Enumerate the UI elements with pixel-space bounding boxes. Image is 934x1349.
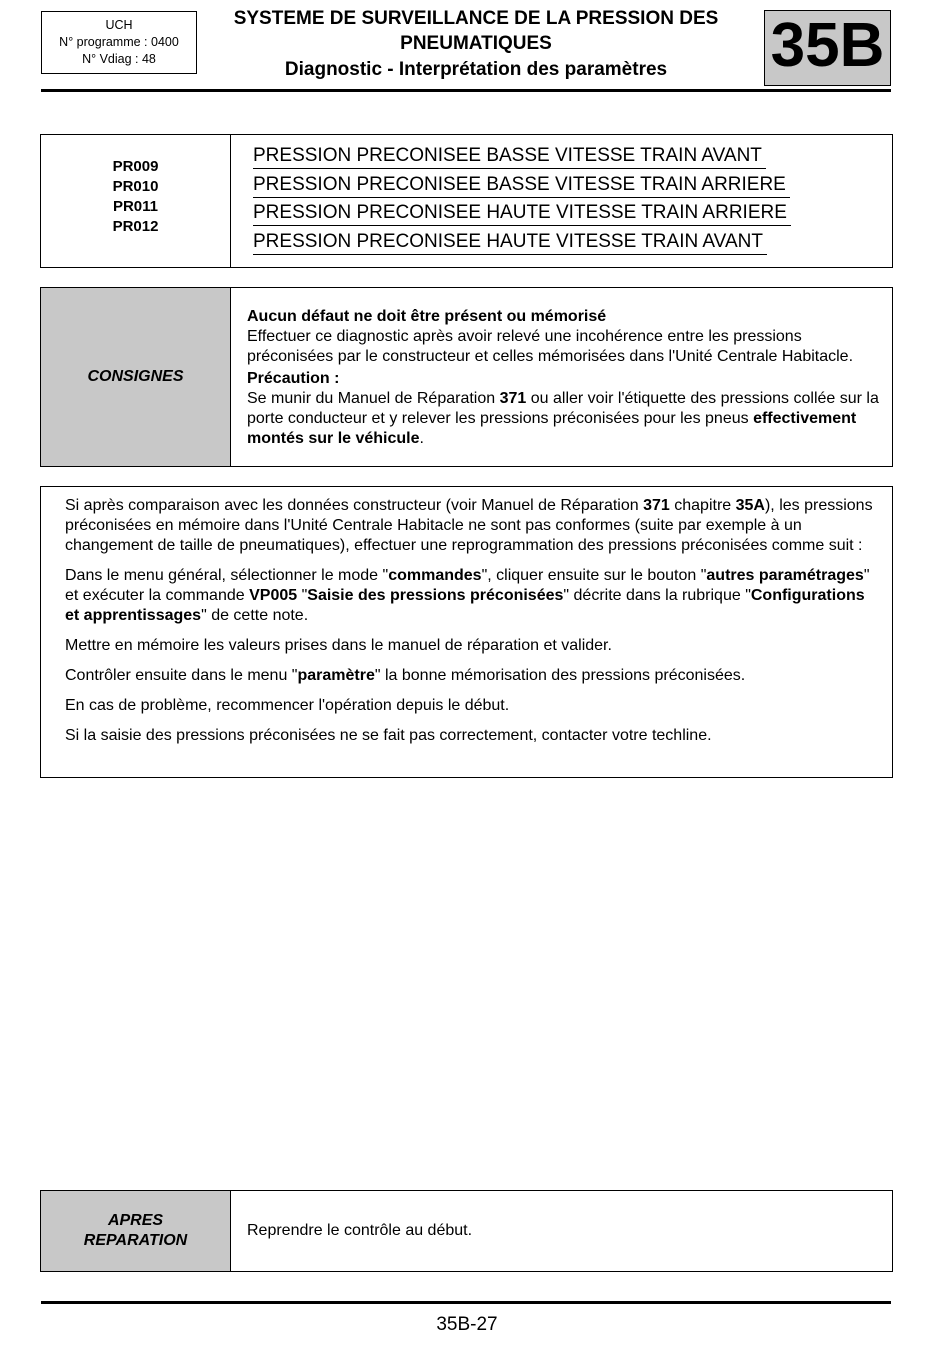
apres-reparation-table [40,1190,893,1272]
section-badge: 35B [764,10,891,86]
vehicle-info-box [41,11,197,74]
page-number: 35B-27 [436,1314,498,1335]
consignes-table [40,287,893,467]
page-title [200,6,752,84]
parameter-label: PRESSION PRECONISEE BASSE VITESSE TRAIN ARRIERE [253,173,790,198]
consignes-content [247,307,887,449]
parameter-code: PR009 [112,158,159,175]
title-line-1: SYSTEME DE SURVEILLANCE DE LA PRESSION DES [233,8,719,29]
consignes-label-cell [41,288,231,466]
parameter-labels [253,143,791,257]
instruction-paragraph: Contrôler ensuite dans le menu "paramètre" la bonne mémorisation des pressions préconisées. [65,667,746,684]
parameter-label: PRESSION PRECONISEE HAUTE VITESSE TRAIN ARRIERE [253,201,791,226]
programme-number: N° programme : 0400 [59,35,179,49]
parameter-code: PR010 [112,178,159,195]
parameters-table [40,134,893,268]
precaution-text: Se munir du Manuel de Réparation 371 ou aller voir l'étiquette des pressions collée sur la porte conducteur et y relever les pressions préconisées pour les pneus effectivement montés sur le véhicule. [247,390,879,447]
instruction-paragraph: Mettre en mémoire les valeurs prises dans le manuel de réparation et valider. [65,637,612,654]
precaution-label: Précaution : [247,370,340,387]
footer-rule [41,1301,891,1304]
parameter-label: PRESSION PRECONISEE HAUTE VITESSE TRAIN AVANT [253,230,767,255]
parameter-label: PRESSION PRECONISEE BASSE VITESSE TRAIN AVANT [253,144,766,169]
title-line-2: PNEUMATIQUES [400,33,552,54]
reparation-label: REPARATION [83,1232,188,1249]
header-rule [41,89,891,92]
apres-reparation-label-cell [41,1191,231,1271]
page-subtitle: Diagnostic - Interprétation des paramètres [284,59,668,80]
consignes-heading: Aucun défaut ne doit être présent ou mémorisé [247,308,607,325]
instruction-paragraph: Si la saisie des pressions préconisées ne se fait pas correctement, contacter votre techline. [65,727,712,744]
instructions-box [40,486,893,778]
consignes-text: Effectuer ce diagnostic après avoir relevé une incohérence entre les pressions préconisées par le constructeur et celles mémorisées dans l'Unité Centrale Habitacle. [247,328,854,365]
instruction-paragraph: En cas de problème, recommencer l'opération depuis le début. [65,697,510,714]
instructions-content [65,496,875,756]
parameter-code: PR012 [112,218,159,235]
vdiag-number: N° Vdiag : 48 [82,52,156,66]
apres-label: APRES [107,1212,164,1229]
parameter-code: PR011 [112,198,159,215]
ecu-name: UCH [105,18,133,32]
apres-reparation-text: Reprendre le contrôle au début. [247,1222,473,1239]
instruction-paragraph: Dans le menu général, sélectionner le mode "commandes", cliquer ensuite sur le bouton "autres paramétrages" et exécuter la commande VP005 "Saisie des pressions préconisées" décrite dans la rubrique "Configurations et apprentissages" de cette note. [65,567,870,624]
instruction-paragraph: Si après comparaison avec les données constructeur (voir Manuel de Réparation 371 chapitre 35A), les pressions préconisées en mémoire dans l'Unité Centrale Habitacle ne sont pas conformes (suite par exemple à un changement de taille de pneumatiques), effectuer une reprogrammation des pressions préconisées comme suit : [65,497,873,554]
parameter-codes-cell [41,135,231,267]
consignes-label: CONSIGNES [87,368,184,385]
